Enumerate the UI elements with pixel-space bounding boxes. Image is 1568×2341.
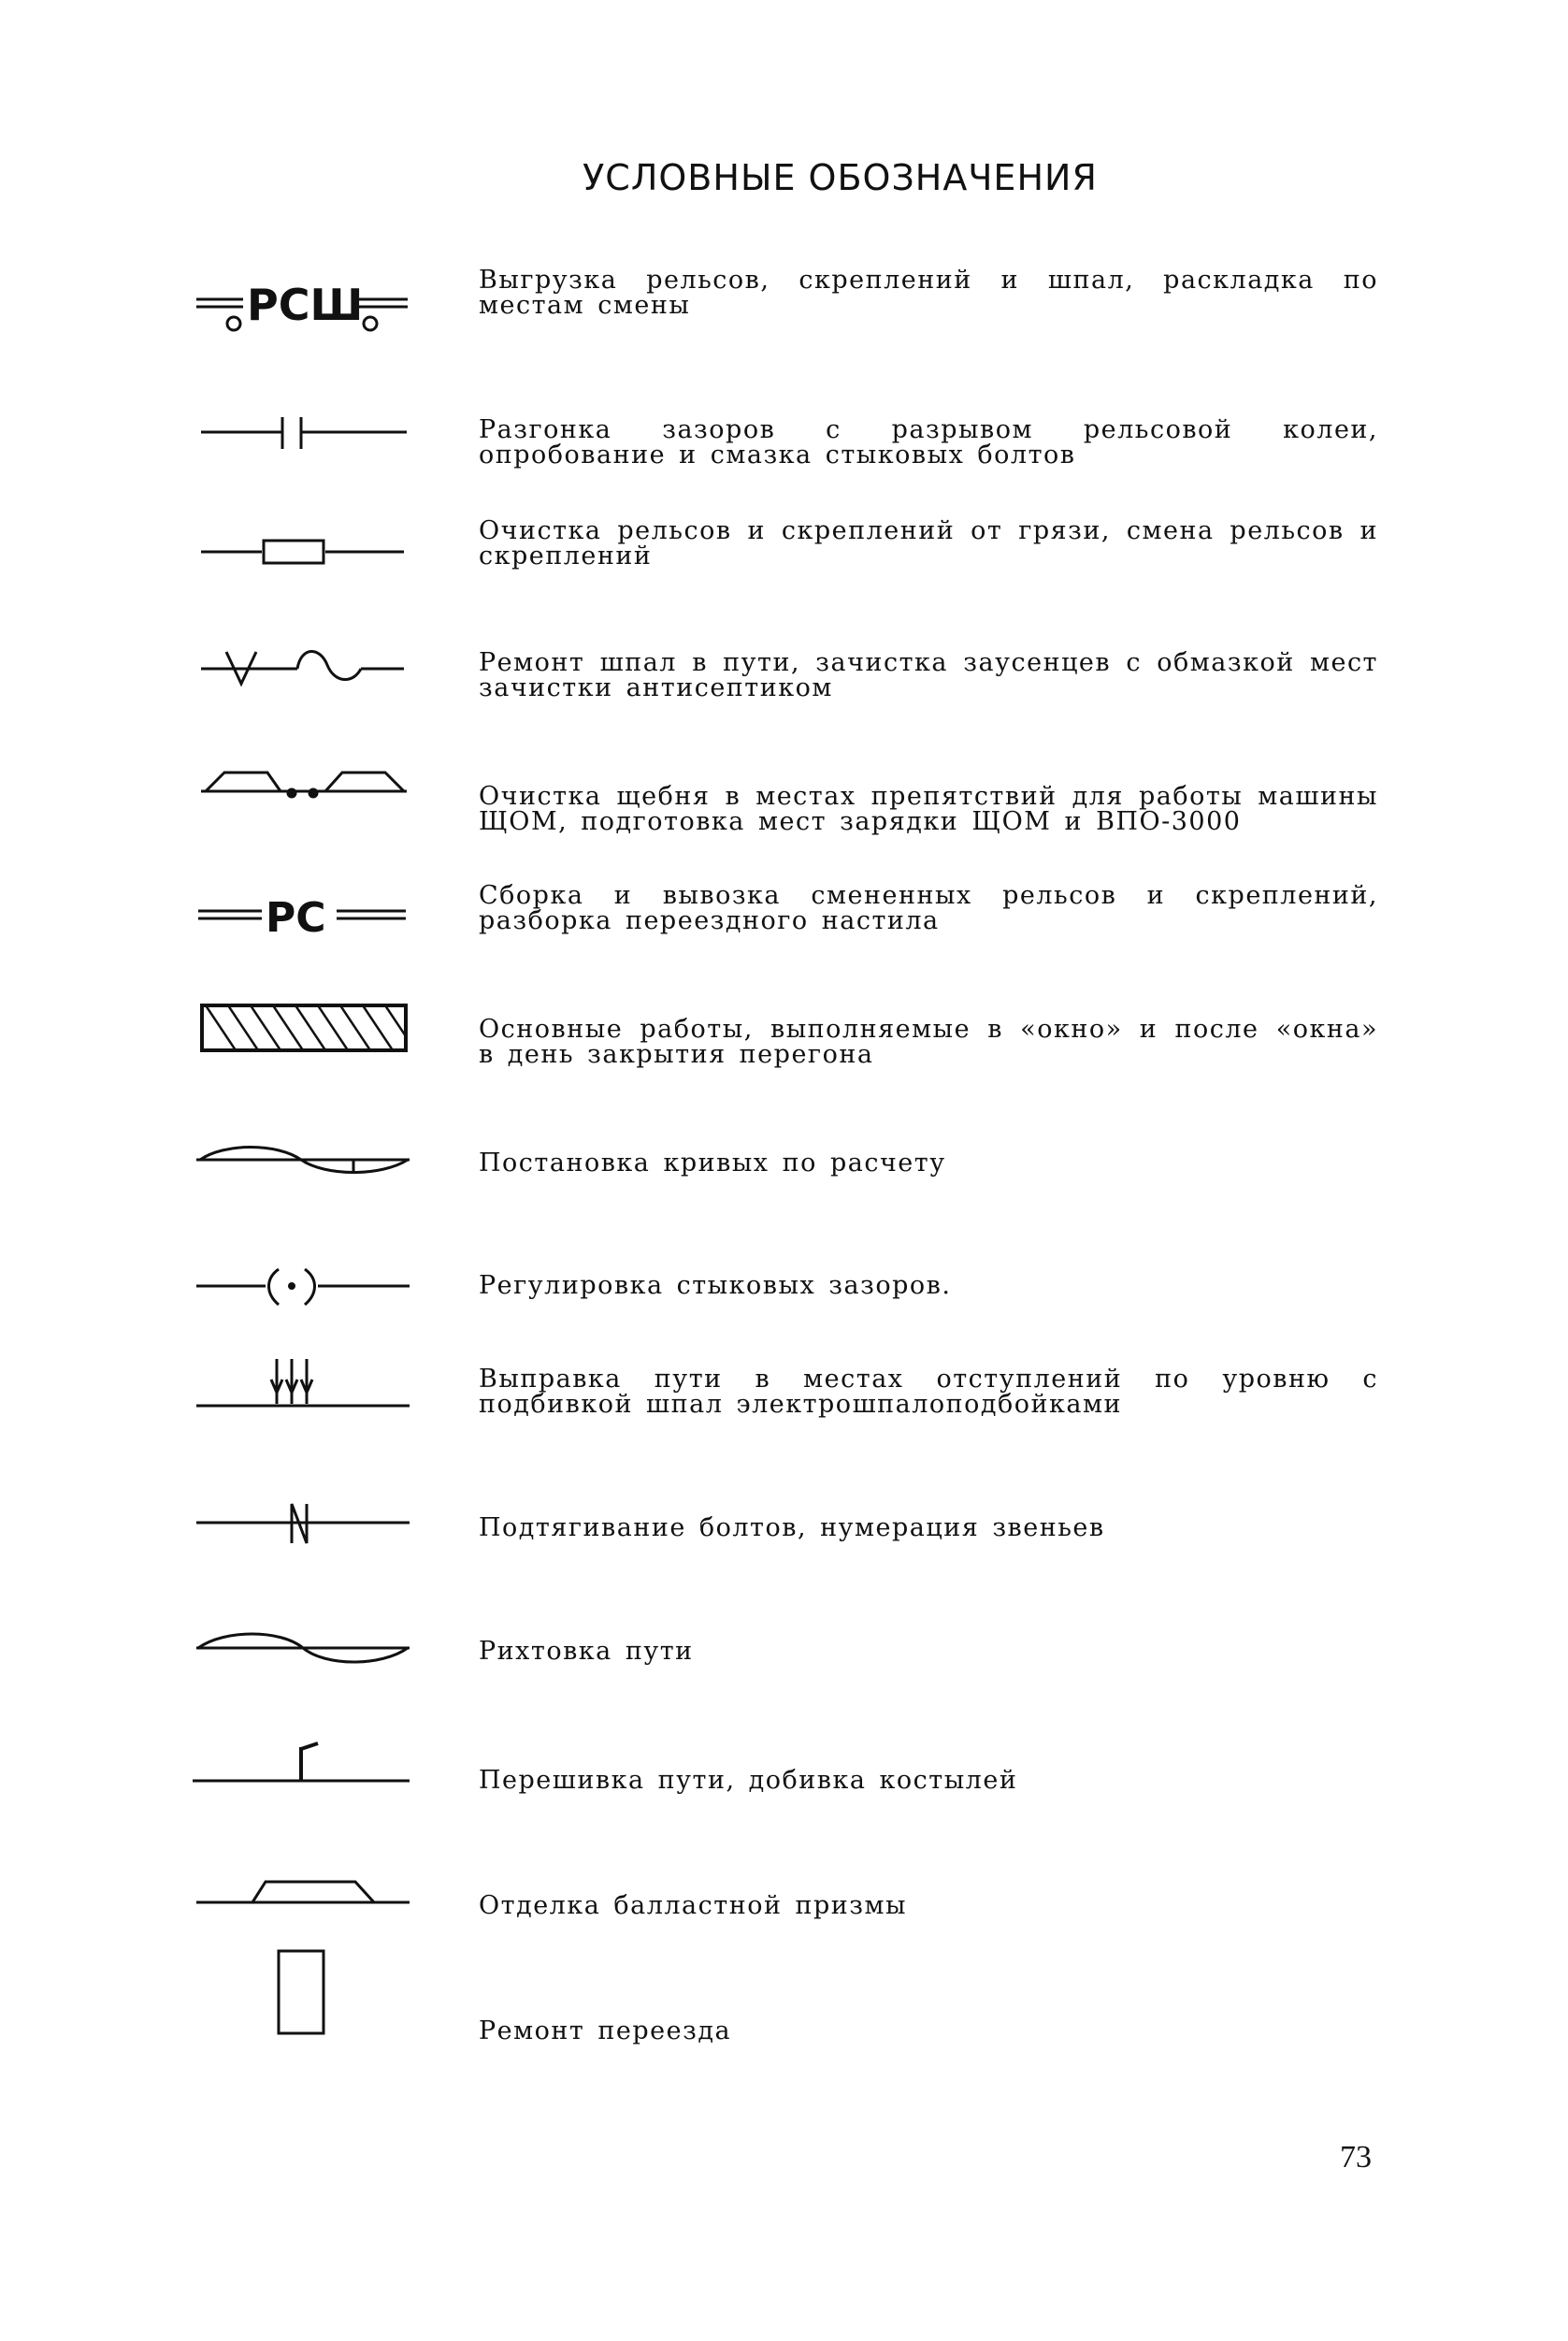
legend-description: Постановка кривых по расчету [479,1149,946,1178]
track-lifting-symbol-icon [187,1348,421,1423]
joint-gap-symbol-icon [187,1262,421,1318]
legend-description: Сборка и вывозка смененных рельсов и скреплений, разборка переездного настила [479,881,1378,935]
rail-unload-symbol-icon [187,271,421,337]
page-number: 73 [1340,2140,1372,2175]
bolt-tightening-symbol-icon [187,1493,421,1558]
legend-description: Рихтовка пути [479,1637,694,1666]
legend-description: Разгонка зазоров с разрывом рельсовой колеи, опробование и смазка стыковых болтов [479,415,1378,470]
legend-description: Выправка пути в местах отступлений по уровню с подбивкой шпал электрошпалоподбойками [479,1365,1378,1419]
legend-description: Очистка щебня в местах препятствий для работы машины ЩОМ, подготовка мест зарядки ЩОМ и ВПО-3000 [479,782,1378,836]
gap-break-symbol-icon [187,413,421,460]
symbol-text: РС [266,894,326,942]
legend-description: Ремонт шпал в пути, зачистка заусенцев с обмазкой мест зачистки антисептиком [479,648,1378,702]
main-works-hatched-symbol-icon [187,1000,421,1056]
rail-assembly-symbol-icon [187,885,421,941]
legend-description: Основные работы, выполняемые в «окно» и после «окна» в день закрытия перегона [479,1015,1378,1069]
symbol-text: РСШ [247,280,364,330]
legend-description: Отделка балластной призмы [479,1891,908,1920]
track-alignment-symbol-icon [187,1624,421,1680]
legend-description: Ремонт переезда [479,2016,732,2045]
legend-description: Регулировка стыковых зазоров. [479,1271,952,1300]
sleeper-repair-symbol-icon [187,643,421,699]
crossing-repair-symbol-icon [187,1947,421,2041]
legend-description: Очистка рельсов и скреплений от грязи, смена рельсов и скреплений [479,516,1378,571]
ballast-cleaning-symbol-icon [187,759,421,816]
ballast-prism-symbol-icon [187,1865,421,1921]
legend-description: Подтягивание болтов, нумерация звеньев [479,1513,1105,1542]
curve-setting-symbol-icon [187,1135,421,1192]
rail-cleaning-symbol-icon [187,529,421,576]
legend-description: Выгрузка рельсов, скреплений и шпал, раскладка по местам смены [479,266,1378,320]
page-title: УСЛОВНЫЕ ОБОЗНАЧЕНИЯ [583,157,1098,198]
spike-regauging-symbol-icon [187,1728,421,1794]
legend-description: Перешивка пути, добивка костылей [479,1766,1018,1795]
